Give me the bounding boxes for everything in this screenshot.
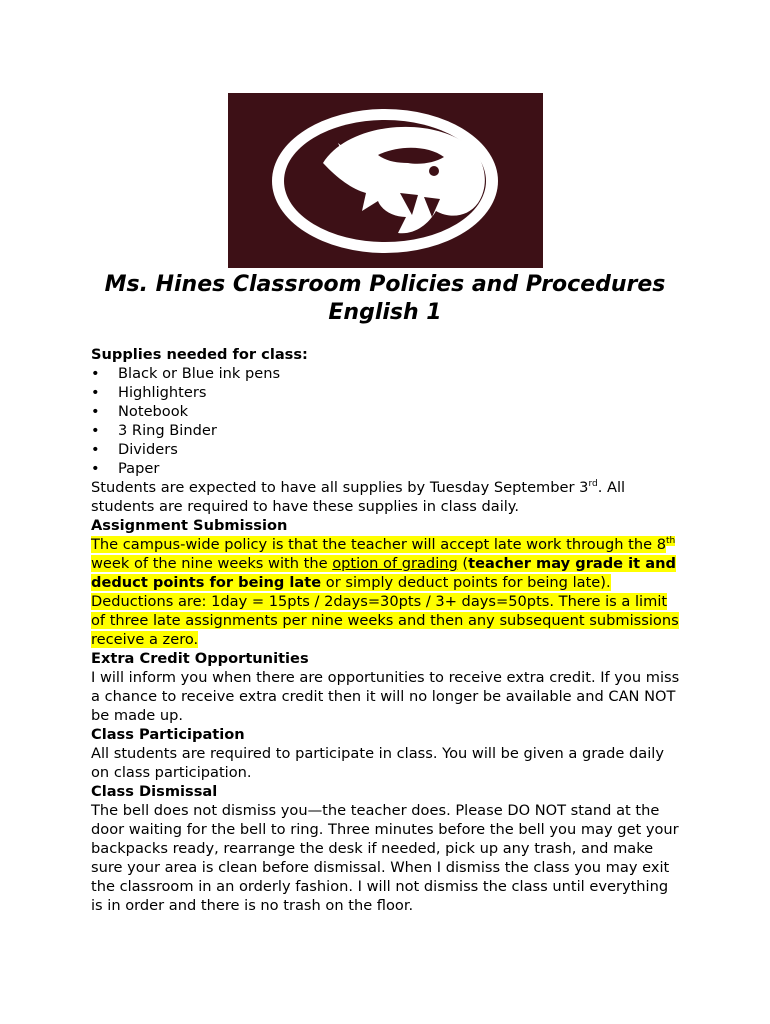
participation-heading: Class Participation — [91, 726, 245, 743]
policy-text-1: The campus-wide policy is that the teacher will accept late work through the 8 — [91, 536, 666, 553]
document-subtitle: English 1 — [328, 300, 442, 325]
participation-body: All students are required to participate in class. You will be given a grade daily on class participation. — [91, 745, 664, 781]
list-item: • Dividers — [91, 440, 681, 459]
list-item: • Black or Blue ink pens — [91, 364, 681, 383]
document-body — [91, 345, 681, 915]
assignment-policy — [91, 535, 681, 649]
supplies-note-text: Students are expected to have all supplies by Tuesday September 3 — [91, 479, 589, 496]
dismissal-heading: Class Dismissal — [91, 783, 218, 800]
list-item: • Highlighters — [91, 383, 681, 402]
supplies-note-text-end: . All students are required to have these supplies in class daily. — [91, 479, 626, 515]
document-title: Ms. Hines Classroom Policies and Procedures — [104, 272, 666, 297]
policy-text-4: ( — [457, 555, 469, 572]
panther-head-icon — [228, 93, 543, 268]
ordinal-suffix: rd — [588, 479, 598, 490]
policy-bold-text: teacher may grade it and deduct points for being late — [91, 555, 676, 591]
supplies-note — [91, 478, 681, 516]
ordinal-suffix: th — [666, 536, 676, 547]
list-item: • Notebook — [91, 402, 681, 421]
list-item: • Paper — [91, 459, 681, 478]
option-of-grading: option of grading — [332, 555, 458, 572]
assignment-heading: Assignment Submission — [91, 517, 288, 534]
policy-text-2: week of the nine weeks with the — [91, 555, 333, 572]
policy-text-6: or simply deduct points for being late). Deductions are: 1day = 15pts / 2days=30pts / 3+ days=50pts. There is a limit of three late assignments per nine weeks and then any subsequent submissions receive a zero. — [91, 574, 679, 648]
extra-credit-heading: Extra Credit Opportunities — [91, 650, 309, 667]
dismissal-body: The bell does not dismiss you—the teacher does. Please DO NOT stand at the door waiting for the bell to ring. Three minutes before the bell you may get your backpacks ready, rearrange the desk if needed, pick up any trash, and make sure your area is clean before dismissal. When I dismiss the class you may exit the classroom in an orderly fashion. I will not dismiss the class until everything is in order and there is no trash on the floor. — [91, 802, 679, 914]
supplies-heading: Supplies needed for class: — [91, 346, 308, 363]
panther-head-logo — [228, 93, 543, 268]
list-item: • 3 Ring Binder — [91, 421, 681, 440]
supplies-list — [91, 364, 681, 478]
extra-credit-body: I will inform you when there are opportunities to receive extra credit. If you miss a chance to receive extra credit then it will no longer be available and CAN NOT be made up. — [91, 669, 680, 724]
